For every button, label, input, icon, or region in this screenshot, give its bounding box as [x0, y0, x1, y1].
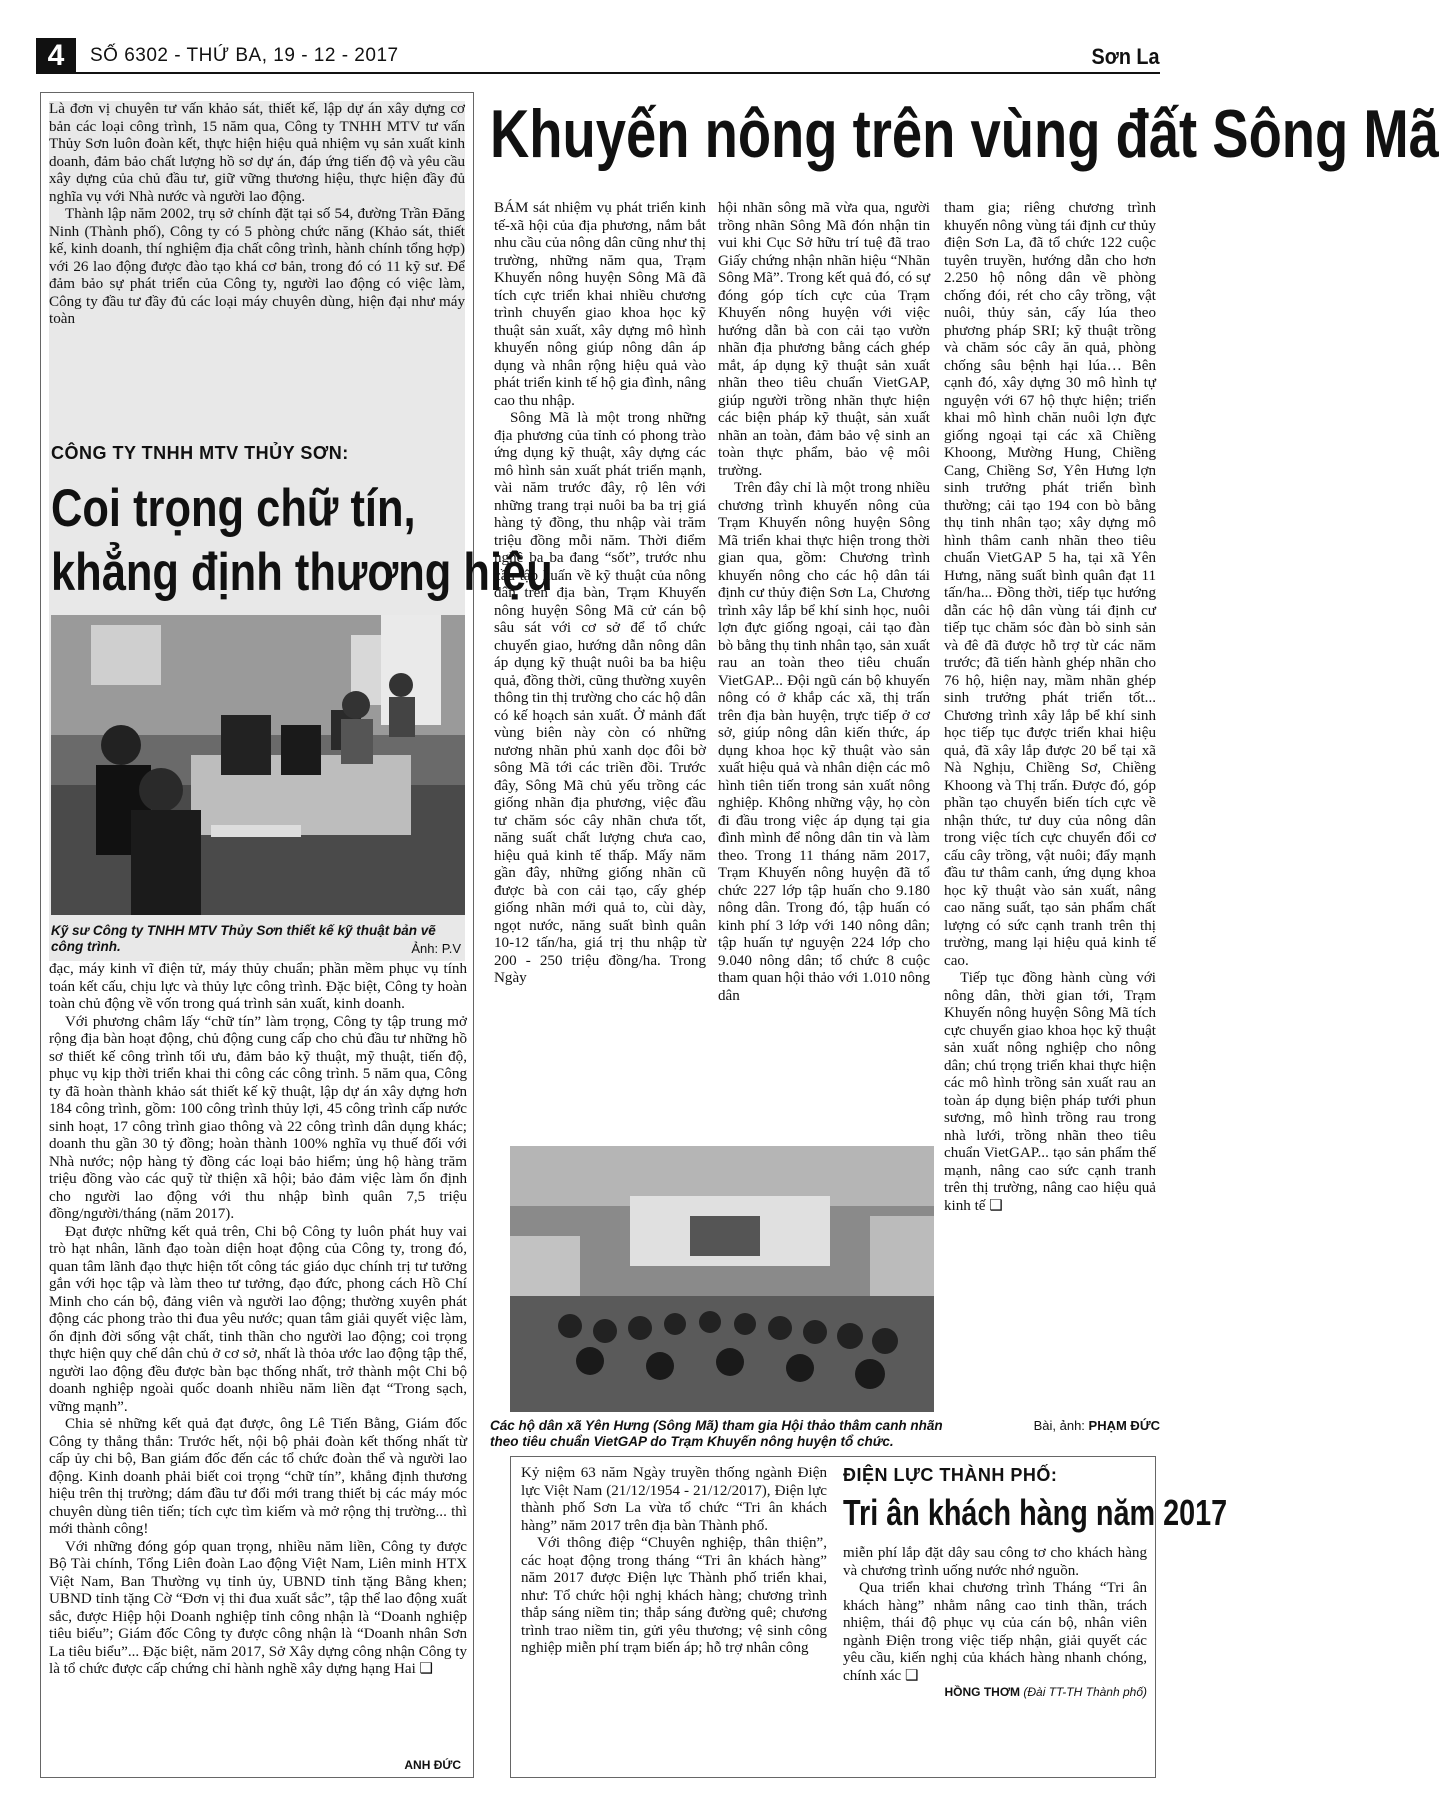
bottom-article-left: [521, 1465, 827, 1658]
intro-paragraph: Là đơn vị chuyên tư vấn khảo sát, thiết kế, lập dự án xây dựng cơ bản các loại công trình, 15 năm qua, Công ty TNHH MTV tư vấn Thủy Sơn luôn đoàn kết, thực hiện hiệu quả nhiệm vụ sản xuất kinh doanh, đảm bảo chất lượng hồ sơ dự án, đáp ứng tiến độ và yêu cầu xây dựng của chủ đầu tư, giữ vững thương hiệu, thực hiện đầy đủ nghĩa vụ với Nhà nước và người lao động.: [49, 101, 465, 205]
left-article-kicker: CÔNG TY TNHH MTV THỦY SƠN:: [51, 443, 349, 463]
bottom-article-signoff: [843, 1685, 1147, 1699]
body-paragraph: Đạt được những kết quả trên, Chi bộ Công ty luôn phát huy vai trò hạt nhân, lãnh đạo toàn diện hoạt động của Công ty, trong đó, quan tâm lãnh đạo thực hiện tốt công tác giáo dục chính trị tư tưởng gắn với học tập và làm theo tư tưởng, đạo đức, phong cách Hồ Chí Minh cho cán bộ, đảng viên và người lao động; thường xuyên phát động các phong trào thi đua yêu nước; quan tâm giải quyết việc làm, ổn định đời sống vật chất, tinh thần cho người lao động; coi trọng thực hiện quy chế dân chủ ở cơ sở, nhất là thỏa ước lao động tập thể, người lao động đều được bàn bạc thống nhất, trở thành một Chi bộ doanh nghiệp ngoài quốc doanh nhiều năm liền đạt “Trong sạch, vững mạnh”.: [49, 1223, 467, 1415]
photo-caption: Kỹ sư Công ty TNHH MTV Thủy Sơn thiết kế kỹ thuật bản vẽ công trình.: [51, 923, 436, 954]
left-article-headline: [51, 477, 553, 605]
body-paragraph: hội nhãn sông mã vừa qua, người trồng nhãn Sông Mã đón nhận tin vui khi Cục Sở hữu trí tuệ đã trao Giấy chứng nhận nhãn hiệu “Nhãn Sông Mã”. Trong kết quả đó, có sự đóng góp tích cực của Trạm Khuyến nông huyện với việc hướng dẫn bà con cải tạo vườn nhãn địa phương bằng cách ghép mắt, áp dụng kỹ thuật sản xuất nhãn theo tiêu chuẩn VietGAP, giúp người trồng nhãn thực hiện các biện pháp kỹ thuật, sản xuất nhãn an toàn, đảm bảo vệ sinh an toàn thực phẩm, bảo vệ môi trường.: [718, 200, 930, 479]
body-paragraph: Sông Mã là một trong những địa phương của tỉnh có phong trào ứng dụng kỹ thuật, xây dựng các mô hình sản xuất phát triển mạnh, vài năm trước đây, rộ lên với những trang trại nuôi ba ba trị giá hàng tỷ đồng, thu nhập vài trăm triệu đồng mỗi năm. Thời điểm nghề ba ba đang “sốt”, trước nhu cầu tập huấn về kỹ thuật của nông dân trên địa bàn, Trạm Khuyến nông huyện Sông Mã cử cán bộ sâu sát với cơ sở để tổ chức chuyển giao, hướng dẫn nông dân áp dụng kỹ thuật nuôi ba ba hiệu quả, đồng thời, cũng thường xuyên thông tin thị trường cho các hộ dân có kế hoạch sản xuất. Ở mảnh đất vùng biên này còn có những nương nhãn phủ xanh dọc đôi bờ sông Mã tới các triền đồi. Trước đây, Sông Mã chủ yếu trồng các giống nhãn địa phương, việc đầu tư chăm sóc cây nhãn chưa tốt, năng suất chất lượng chưa cao, hiệu quả kinh tế thấp. Mấy năm gần đây, những giống nhãn cũ được bà con cải tạo, cấy ghép giống nhãn mới quả to, cùi dày, ngọt nước, năng suất bình quân 10-12 tấn/ha, giá trị thu nhập từ 200 - 250 triệu đồng/ha. Trong Ngày: [494, 410, 706, 986]
body-paragraph: BÁM sát nhiệm vụ phát triển kinh tế-xã hội của địa phương, nắm bắt nhu cầu của nông dân cũng như thị trường, những năm qua, Trạm Khuyến nông huyện Sông Mã đã tích cực triển khai nhiều chương trình chuyển giao khoa học kỹ thuật sản xuất, xây dựng mô hình khuyến nông giúp nông dân áp dụng và nhân rộng hiệu quả vào phát triển kinh tế hộ gia đình, nâng cao thu nhập.: [494, 200, 706, 409]
headline-line-1: Coi trọng chữ tín,: [51, 479, 416, 538]
workshop-photo-caption: Các hộ dân xã Yên Hưng (Sông Mã) tham gia Hội thảo thâm canh nhãn theo tiêu chuẩn VietGAP do Trạm Khuyến nông huyện tổ chức.: [490, 1418, 943, 1449]
photo-credit: Ảnh: P.V: [411, 941, 461, 956]
issue-line: SỐ 6302 - THỨ BA, 19 - 12 - 2017: [90, 45, 399, 66]
body-paragraph: Với những đóng góp quan trọng, nhiều năm liền, Công ty được Bộ Tài chính, Tổng Liên đoàn Lao động Việt Nam, Liên minh HTX Việt Nam, Ban Thường vụ tỉnh ủy, UBND tỉnh tặng Bằng khen; UBND tỉnh tặng Cờ “Đơn vị thi đua xuất sắc”, tập thể lao động xuất sắc, được Hiệp hội Doanh nghiệp tỉnh công nhận là “Doanh nghiệp tiêu biểu”; Giám đốc Công ty được công nhận là “Doanh nhân Sơn La tiêu biểu”... Đặc biệt, năm 2017, Sở Xây dựng công nhận Công ty là tổ chức được cấp chứng chỉ hành nghề xây dựng hạng Hai ❑: [49, 1538, 467, 1677]
bottom-article-right: [843, 1545, 1147, 1699]
main-article-signoff: [1034, 1418, 1160, 1433]
body-paragraph: Tiếp tục đồng hành cùng với nông dân, thời gian tới, Trạm Khuyến nông huyện Sông Mã tích cực chuyển giao khoa học kỹ thuật sản xuất nông nghiệp cho nông dân; chú trọng triển khai thực hiện các mô hình trồng sản xuất rau an toàn áp dụng biện pháp tưới phun sương, mô hình trồng rau trong nhà lưới, trồng nhãn theo tiêu chuẩn VietGAP... tạo sản phẩm thế mạnh, nâng cao sức cạnh tranh trên thị trường, nâng cao hiệu quả kinh tế ❑: [944, 970, 1156, 1214]
body-paragraph: tham gia; riêng chương trình khuyến nông vùng tái định cư thủy điện Sơn La, đã tổ chức 122 cuộc tuyên truyền, hướng dẫn cho hơn 2.250 hộ nông dân về phòng chống đói, rét cho cây trồng, vật nuôi, thủy sản, cấy lúa theo phương pháp SRI; kỹ thuật trồng và chăm sóc cây ăn quả, phòng chống sâu bệnh hại lúa… Bên cạnh đó, xây dựng 30 mô hình tự nguyện với 67 hộ thực hiện; triển khai mô hình chăn nuôi lợn đực giống ngoại tại các xã Chiềng Khoong, Mường Hung, Chiềng Cang, Chiềng Sơ, Yên Hưng lợn sinh trưởng phát triển bình thường; cải tạo 194 con bò bằng thụ tinh nhân tạo; xây dựng mô hình thâm canh nhãn theo tiêu chuẩn VietGAP 5 ha, tại xã Yên Hưng, năng suất bình quân đạt 11 tấn/ha... Đồng thời, tiếp tục hướng dẫn các hộ dân vùng tái định cư tiếp tục chăm sóc đàn bò sinh sản và đê đã được hỗ trợ từ các năm trước; đã tiến hành ghép nhãn cho 76 hộ, hiện nay, mầm nhãn ghép sinh trưởng phát triển tốt... Chương trình xây lắp bể khí sinh học tiếp tục được triển khai hiệu quả, đã xây lắp được 20 bể tại xã Nà Nghịu, Chiềng Sơ, Chiềng Khoong và Thị trấn. Được đó, góp phần tạo chuyển biến tích cực về nhận thức, tư duy của nông dân trong việc tích cực chuyển đổi cơ cấu cây trồng, vật nuôi; đẩy mạnh đầu tư thâm canh, ứng dụng khoa học kỹ thuật vào sản xuất, nâng cao năng suất, tạo sản phẩm chất lượng có sức cạnh tranh trên thị trường, mang lại hiệu quả kinh tế cao.: [944, 200, 1156, 969]
signoff-author: PHẠM ĐỨC: [1088, 1418, 1160, 1433]
headline-line-2: khẳng định thương hiệu: [51, 543, 553, 602]
left-article-author: ANH ĐỨC: [404, 1758, 461, 1772]
office-photo: [51, 615, 465, 915]
body-paragraph: Trên đây chỉ là một trong nhiều chương trình khuyến nông của Trạm Khuyến nông huyện Sông Mã triển khai thực hiện trong thời gian qua, gồm: Chương trình khuyến nông cho các hộ dân tái định cư thủy điện Sơn La, Chương trình xây lắp bể khí sinh học, nuôi lợn đực giống ngoại, cải tạo đàn bò bằng thụ tinh nhân tạo, sản xuất rau an toàn theo tiêu chuẩn VietGAP... Đội ngũ cán bộ khuyến nông có ở khắp các xã, thị trấn trên địa bàn huyện, trực tiếp ở cơ sở, giúp nông dân kiến thức, áp dụng khoa học kỹ thuật vào sản xuất hiệu quả và nhân diện các mô hình tiên tiến trong sản xuất nông nghiệp. Không những vậy, họ còn đi đầu trong việc áp dụng tại gia đình mình để nông dân tin và làm theo. Trong 11 tháng năm 2017, Trạm Khuyến nông huyện đã tổ chức 227 lớp tập huấn cho 9.180 nông dân. Trong đó, tập huấn có kinh phí 3 lớp với 140 nông dân; tập huấn tự nguyện 224 lớp cho 9.040 nông dân; tổ chức 8 cuộc tham quan hội thảo với 1.010 nông dân: [718, 480, 930, 1004]
bottom-article-box: [510, 1456, 1228, 1778]
intro-paragraph: Thành lập năm 2002, trụ sở chính đặt tại số 54, đường Trần Đăng Ninh (Thành phố), Công ty có 5 phòng chức năng (Khảo sát, thiết kế, kinh doanh, thí nghiệm địa chất công trình, hành chính tổng hợp) với 26 lao động được đào tạo khá cơ bản, trong đó có 11 kỹ sư. Để đảm bảo sự phát triển của Công ty, người lao động có việc làm, Công ty đầu tư đầy đủ các loại máy chuyên dùng, hiện đại như máy toàn: [49, 206, 465, 327]
bottom-article-kicker: ĐIỆN LỰC THÀNH PHỐ:: [843, 1465, 1058, 1485]
left-article-box: [40, 92, 553, 1778]
body-paragraph: Với phương châm lấy “chữ tín” làm trọng, Công ty tập trung mở rộng địa bàn hoạt động, chủ động cung cấp cho chủ đầu tư những hồ sơ thiết kế công trình tối ưu, đảm bảo kỹ thuật, mỹ thuật, tiến độ, phục vụ kịp thời triển khai thi công các công trình. 5 năm qua, Công ty đã hoàn thành khảo sát thiết kế kỹ thuật, lập dự án xây dựng hơn 184 công trình, gồm: 100 công trình thủy lợi, 45 công trình cấp nước sinh hoạt, 17 công trình giao thông và 22 công trình dân dụng khác; doanh thu gần 30 tỷ đồng; hoàn thành 100% nghĩa vụ thuế đối với Nhà nước; nộp hàng tỷ đồng các loại bảo hiểm; ủng hộ hàng trăm triệu đồng vào các quỹ từ thiện xã hội; bảo đảm việc làm ổn định cho người lao động với thu nhập bình quân 7,5 triệu đồng/người/tháng (năm 2017).: [49, 1013, 467, 1222]
main-article-column-2: [718, 200, 930, 1005]
workshop-photo: [510, 1146, 934, 1412]
main-article-title: Khuyến nông trên vùng đất Sông Mã: [490, 96, 1439, 172]
body-paragraph: đạc, máy kinh vĩ điện tử, máy thủy chuẩn; phần mềm phục vụ tính toán kết cấu, chịu lực và thủy lực công trình. Đặc biệt, Công ty hoàn toàn chủ động về vốn trong quá trình sản xuất, kinh doanh.: [49, 961, 467, 1012]
bottom-article-headline: Tri ân khách hàng năm 2017: [843, 1492, 1228, 1533]
page-header: [36, 38, 1160, 74]
main-article-column-3: [944, 200, 1156, 1215]
body-paragraph: Qua triển khai chương trình Tháng “Tri ân khách hàng” nhằm nâng cao tinh thần, trách nhiệm, thái độ phục vụ của cán bộ, nhân viên ngành Điện trong việc tiếp nhận, giải quyết các yêu cầu, kiến nghị của khách hàng nhanh chóng, chính xác ❑: [843, 1580, 1147, 1684]
bottom-author-org: (Đài TT-TH Thành phố): [1023, 1685, 1147, 1699]
body-paragraph: Với thông điệp “Chuyên nghiệp, thân thiện”, các hoạt động trong tháng “Tri ân khách hàng” năm 2017 được Điện lực Thành phố triển khai, như: Tổ chức hội nghị khách hàng; chương trình thắp sáng niềm tin; thắp sáng đường quê; chương trình trao niềm tin, gửi yêu thương; vệ sinh công nghiệp miễn phí trạm biến áp; hỗ trợ nhân công: [521, 1535, 827, 1656]
section-name: Sơn La: [1092, 44, 1160, 69]
body-paragraph: Chia sẻ những kết quả đạt được, ông Lê Tiến Bằng, Giám đốc Công ty thẳng thắn: Trước hết, nội bộ phải đoàn kết thống nhất từ cấp ủy chi bộ, Ban giám đốc đến các tổ chức đoàn thể và người lao động. Kinh doanh phải biết coi trọng “chữ tín”, khẳng định thương hiệu trên thị trường; dám đầu tư đổi mới trang thiết bị các máy móc chuyên dùng tiên tiến; tích cực tìm kiếm và mở rộng thị trường... thì mới thành công!: [49, 1416, 467, 1537]
main-article-column-1: [494, 200, 706, 988]
bottom-author: HỒNG THƠM: [944, 1685, 1021, 1699]
body-paragraph: Kỷ niệm 63 năm Ngày truyền thống ngành Điện lực Việt Nam (21/12/1954 - 21/12/2017), Điện lực thành phố Sơn La vừa tổ chức “Tri ân khách hàng” năm 2017 trên địa bàn Thành phố.: [521, 1465, 827, 1534]
page-number: 4: [36, 38, 76, 74]
left-article-intro: [49, 101, 465, 329]
body-paragraph: miễn phí lắp đặt dây sau công tơ cho khách hàng và chương trình uống nước nhớ nguồn.: [843, 1545, 1147, 1579]
signoff-prefix: Bài, ảnh:: [1033, 1418, 1085, 1433]
left-article-body: [49, 961, 467, 1679]
